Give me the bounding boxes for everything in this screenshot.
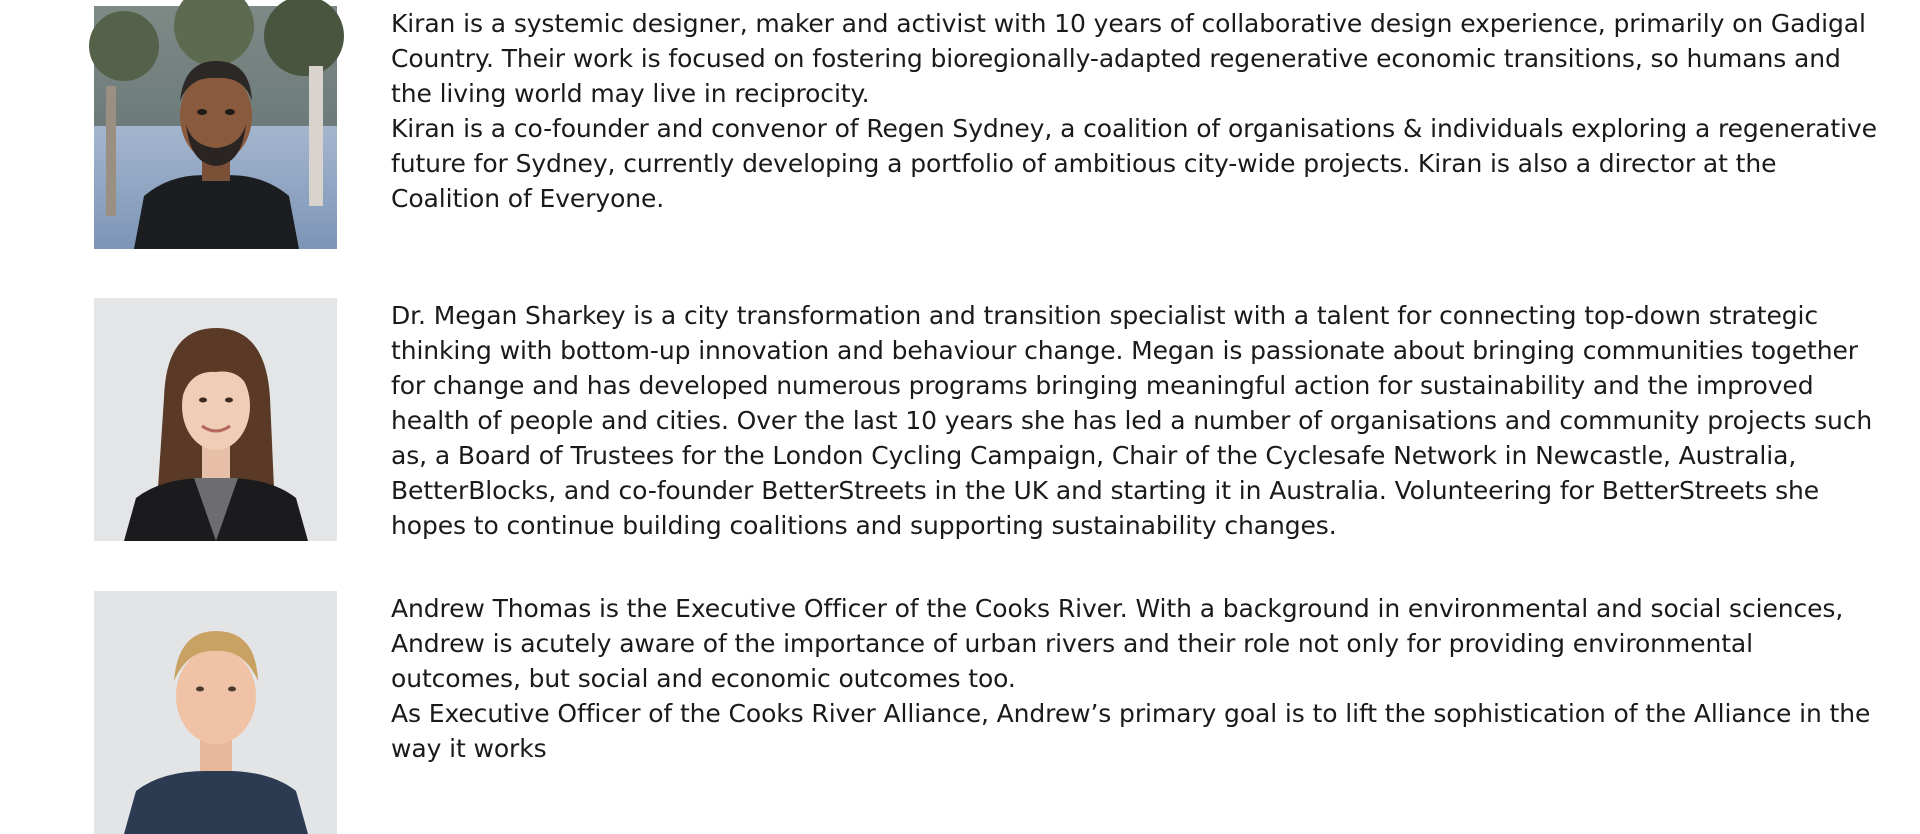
bio-paragraph: Kiran is a systemic designer, maker and activist with 10 years of collaborative design experience, primarily on Gadigal Country. Their work is focused on fostering bioregionally-adapted regenerative economic transitions, so humans and the living world may live in reciprocity. (391, 9, 1866, 108)
bio-paragraph: Kiran is a co-founder and convenor of Regen Sydney, a coalition of organisations & individuals exploring a regenerative future for Sydney, currently developing a portfolio of ambitious city-wide projects. Kiran is also a director at the Coalition of Everyone. (391, 114, 1877, 213)
portrait-photo-andrew (94, 591, 337, 834)
portrait-photo-megan (94, 298, 337, 541)
bio-paragraph: Andrew Thomas is the Executive Officer of the Cooks River. With a background in environmental and social sciences, Andrew is acutely aware of the importance of urban rivers and their role not only for providing environmental outcomes, but social and economic outcomes too. (391, 594, 1844, 693)
bio-megan (391, 298, 1881, 543)
bio-kiran (391, 6, 1881, 216)
portrait-photo-kiran (94, 6, 337, 249)
bio-paragraph: As Executive Officer of the Cooks River Alliance, Andrew’s primary goal is to lift the sophistication of the Alliance in the way it works (391, 699, 1871, 763)
bio-andrew (391, 591, 1881, 766)
bio-paragraph: Dr. Megan Sharkey is a city transformation and transition specialist with a talent for connecting top-down strategic thinking with bottom-up innovation and behaviour change. Megan is passionate about bringing communities together for change and has developed numerous programs bringing meaningful action for sustainability and the improved health of people and cities. Over the last 10 years she has led a number of organisations and community projects such as, a Board of Trustees for the London Cycling Campaign, Chair of the Cyclesafe Network in Newcastle, Australia, BetterBlocks, and co-founder BetterStreets in the UK and starting it in Australia. Volunteering for BetterStreets she hopes to continue building coalitions and supporting sustainability changes. (391, 301, 1873, 540)
